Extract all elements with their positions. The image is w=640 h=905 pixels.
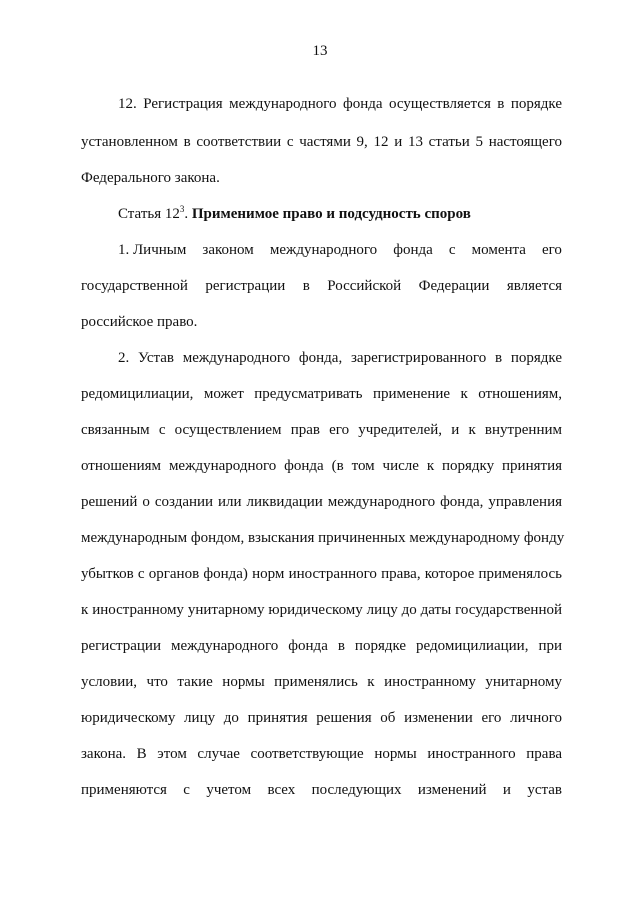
text-line: условии, что такие нормы применялись к иностранному унитарному [81, 674, 562, 690]
word: с [448, 242, 456, 258]
paragraph-1-line-2 [81, 277, 562, 295]
article-heading: Статья $12^3$. Применимое право и подсудность споров [118, 204, 471, 222]
text-line: 12. Регистрация международного фонда осуществляется в порядке [118, 96, 562, 112]
paragraph-2-line-2 [81, 385, 562, 403]
paragraph-2-line-1 [118, 349, 562, 367]
word: момента [471, 242, 526, 258]
word: Федерации [418, 278, 490, 294]
word: законом [202, 242, 254, 258]
text-line: к иностранному унитарному юридическому лицу до даты государственной [81, 602, 562, 618]
text-line: связанным с осуществлением прав его учредителей, и к внутренним [81, 422, 562, 438]
word: в [302, 278, 310, 294]
word: применяются [81, 782, 167, 798]
word: всех [267, 782, 296, 798]
paragraph-2-line-10 [81, 673, 562, 691]
word: является [506, 278, 562, 294]
word: международного [269, 242, 378, 258]
text-line: юридическому лицу до принятия решения об изменении его личного [81, 710, 562, 726]
paragraph-2-line-12 [81, 745, 562, 763]
article-prefix: Статья 12 [118, 206, 180, 222]
word: Российской [327, 278, 402, 294]
text-line: убытков с органов фонда) норм иностранного права, которое применялось [81, 566, 562, 582]
paragraph-2-line-3 [81, 421, 562, 439]
text-line: российское право. [81, 314, 198, 330]
paragraph-2-line-6 [81, 529, 565, 547]
word: его [542, 242, 562, 258]
text-line: решений о создании или ликвидации международного фонда, управления [81, 494, 562, 510]
paragraph-2-line-9 [81, 637, 562, 655]
text-line: Федерального закона. [81, 170, 220, 186]
paragraph-12-line-3 [81, 169, 562, 187]
article-superscript: 3 [179, 204, 185, 214]
paragraph-2-line-11 [81, 709, 562, 727]
paragraph-2-line-5 [81, 493, 562, 511]
paragraph-2-line-4 [81, 457, 562, 475]
text-line: установленном в соответствии с частями 9, 12 и 13 статьи 5 настоящего [81, 134, 562, 150]
paragraph-2-line-8 [81, 601, 562, 619]
text-line: отношениям международного фонда (в том числе к порядку принятия [81, 458, 562, 474]
word: устав [527, 782, 562, 798]
word: учетом [206, 782, 252, 798]
text-line: регистрации международного фонда в порядке редомицилиации, при [81, 638, 562, 654]
article-title: Применимое право и подсудность споров [191, 206, 471, 222]
word: фонда [393, 242, 433, 258]
text-line: международным фондом, взыскания причиненных международному фонду [81, 530, 565, 546]
word: государственной [81, 278, 188, 294]
paragraph-2-line-13 [81, 781, 562, 799]
paragraph-12-line-2 [81, 133, 562, 151]
paragraph-1-line-1 [118, 241, 562, 259]
page-number: 13 [312, 43, 328, 59]
paragraph-2-line-7 [81, 565, 562, 583]
word: и [502, 782, 511, 798]
word: 1. Личным [118, 242, 187, 258]
text-line: 2. Устав международного фонда, зарегистрированного в порядке [118, 350, 562, 366]
word: регистрации [205, 278, 286, 294]
text-line: закона. В этом случае соответствующие нормы иностранного права [81, 746, 562, 762]
paragraph-1-line-3 [81, 313, 562, 331]
paragraph-12-line-1 [118, 95, 562, 113]
word: изменений [417, 782, 487, 798]
word: последующих [311, 782, 402, 798]
text-line: редомицилиации, может предусматривать применение к отношениям, [81, 386, 562, 402]
word: с [183, 782, 190, 798]
